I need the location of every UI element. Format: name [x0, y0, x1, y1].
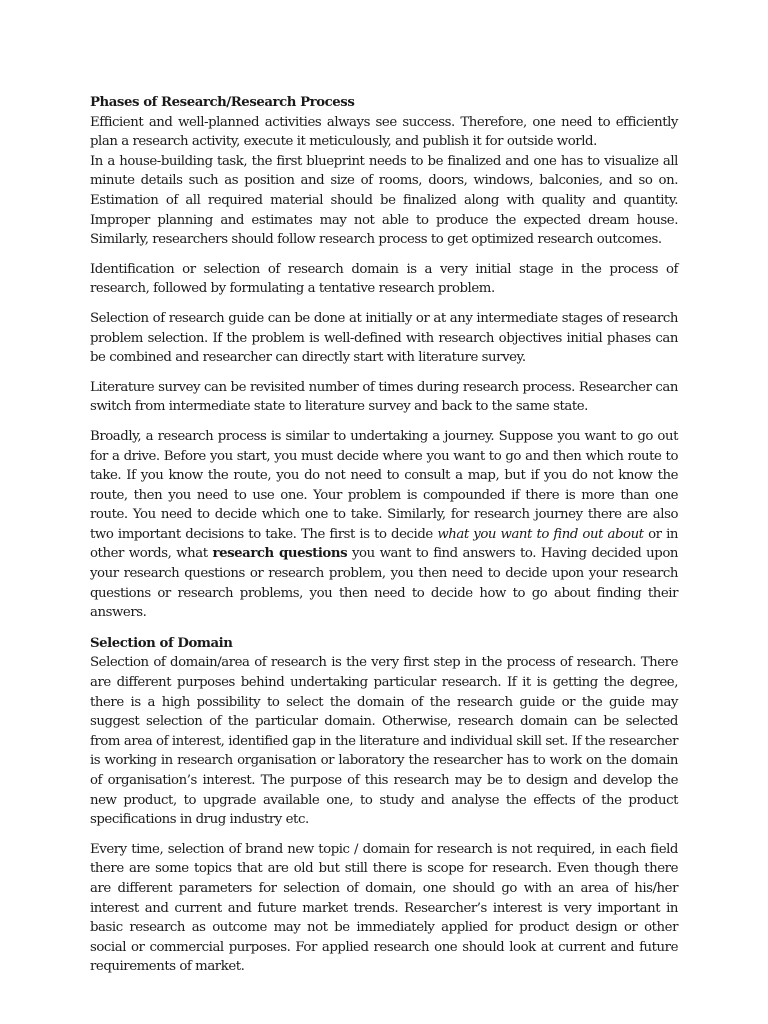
journey-text-c: you want to find answers to. Having decided upon your research questions or research problem, you then need to decide upon your research questions or research problems, you then need to decide how to go about finding their answers. [90, 546, 678, 621]
journey-text-a: Broadly, a research process is similar to undertaking a journey. Suppose you want to go out for a drive. Before you start, you must decide where you want to go and then which route to take. If you know the route, you do not need to consult a map, but if you do not know the route, then you need to use one. Your problem is compounded if there is more than one route. You need to decide which one to take. Similarly, for research journey there are also two important decisions to take. The first is to decide [90, 428, 678, 542]
paragraph-identification: Identification or selection of research domain is a very initial stage in the process of research, followed by formulating a tentative research problem. [90, 261, 678, 297]
paragraph-journey [90, 427, 678, 623]
paragraph-intro: Efficient and well-planned activities always see success. Therefore, one need to efficiently plan a research activity, execute it meticulously, and publish it for outside world. [90, 114, 678, 150]
paragraph-every-time: Every time, selection of brand new topic / domain for research is not required, in each field there are some topics that are old but still there is scope for research. Even though there are different parameters for selection of domain, one should go with an area of his/her interest and current and future market trends. Researcher’s interest is very important in basic research as outcome may not be immediately applied for product design or other social or commercial purposes. For applied research one should look at current and future requirements of market. [90, 841, 678, 975]
journey-strong: research questions [212, 546, 348, 562]
journey-text-b: or in other words, what [90, 526, 679, 562]
journey-emphasis: what you want to find out about [437, 526, 644, 542]
paragraph-literature-survey: Literature survey can be revisited number of times during research process. Researcher can switch from intermediate state to literature survey and back to the same state. [90, 379, 678, 415]
section-heading-research-process: Phases of Research/Research Process [90, 95, 355, 110]
paragraph-house-building: In a house-building task, the first blueprint needs to be finalized and one has to visualize all minute details such as position and size of rooms, doors, windows, balconies, and so on. Estimation of all required material should be finalized along with quality and quantity. Improper planning and estimates may not able to produce the expected dream house. Similarly, researchers should follow research process to get optimized research outcomes. [90, 153, 678, 248]
document-page [90, 93, 678, 977]
section-heading-selection-of-domain: Selection of Domain [90, 635, 233, 651]
paragraph-research-guide: Selection of research guide can be done at initially or at any intermediate stages of research problem selection. If the problem is well-defined with research objectives initial phases can be combined and researcher can directly start with literature survey. [90, 310, 678, 366]
paragraph-domain-selection: Selection of domain/area of research is the very first step in the process of research. There are different purposes behind undertaking particular research. If it is getting the degree, there is a high possibility to select the domain of the research guide or the guide may suggest selection of the particular domain. Otherwise, research domain can be selected from area of interest, identified gap in the literature and individual skill set. If the researcher is working in research organisation or laboratory the researcher has to work on the domain of organisation’s interest. The purpose of this research may be to design and develop the new product, to upgrade available one, to study and analyse the effects of the product specifications in drug industry etc. [90, 655, 678, 828]
